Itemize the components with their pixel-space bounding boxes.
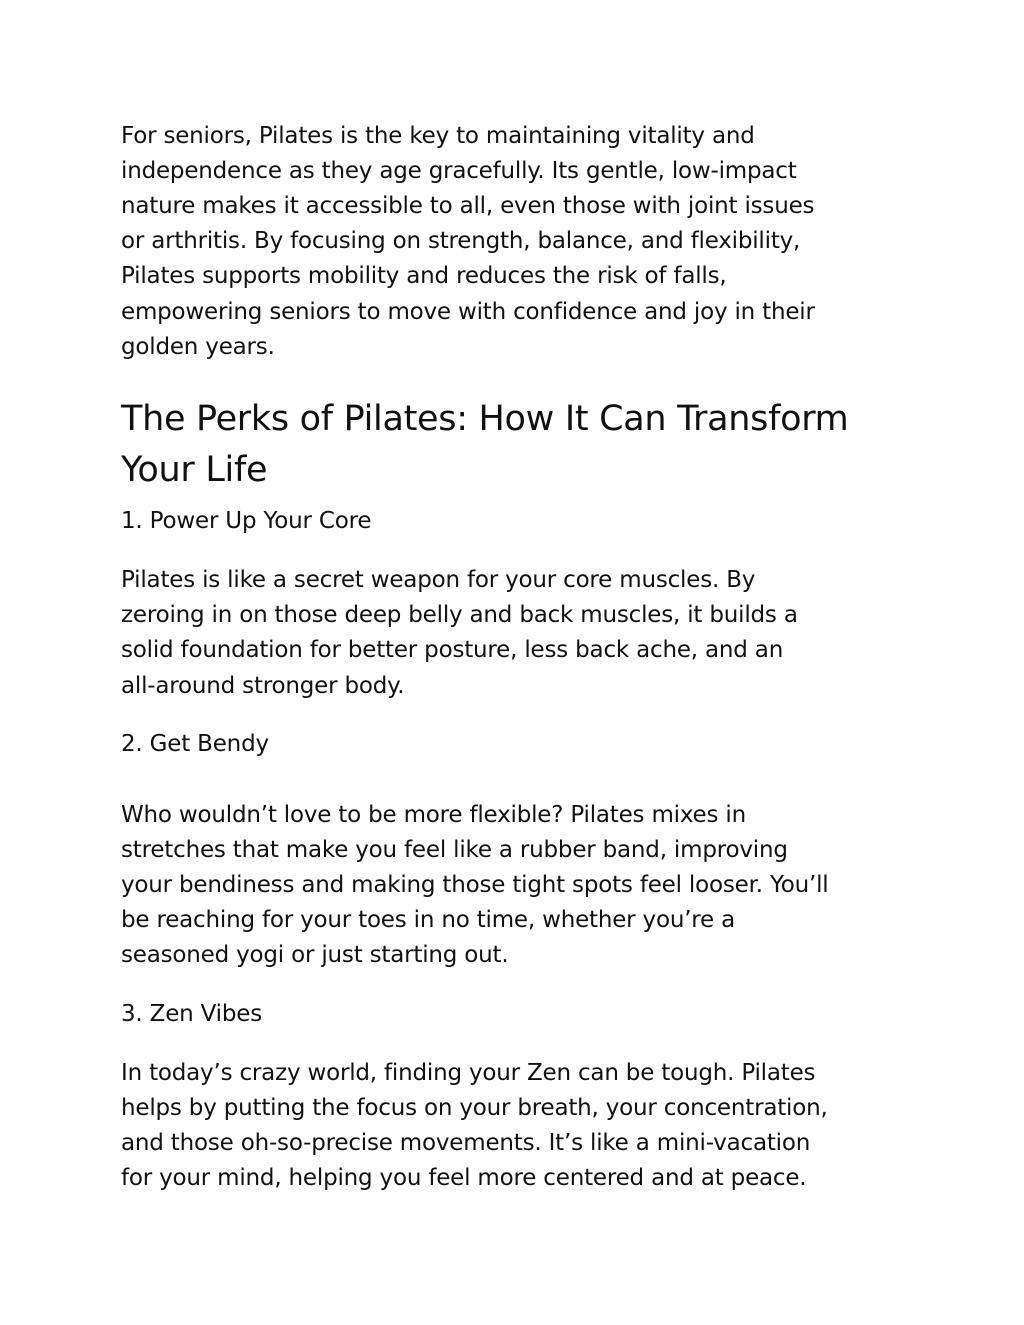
perk-line: solid foundation for better posture, less back ache, and an: [121, 637, 784, 663]
perk-line: for your mind, helping you feel more centered and at peace.: [121, 1165, 807, 1191]
intro-line: nature makes it accessible to all, even those with joint issues: [121, 193, 815, 219]
intro-line: Pilates supports mobility and reduces the risk of falls,: [121, 263, 727, 289]
perk-line: In today’s crazy world, finding your Zen can be tough. Pilates: [121, 1060, 816, 1086]
perk-line: all-around stronger body.: [121, 673, 405, 699]
perk-line: your bendiness and making those tight spots feel looser. You’ll: [121, 872, 829, 898]
perk-title: 2. Get Bendy: [121, 731, 269, 757]
perk-title: 3. Zen Vibes: [121, 1001, 263, 1027]
intro-line: golden years.: [121, 334, 275, 360]
intro-line: For seniors, Pilates is the key to maintaining vitality and: [121, 123, 755, 149]
perk-line: be reaching for your toes in no time, whether you’re a: [121, 907, 736, 933]
perk-title: 1. Power Up Your Core: [121, 508, 372, 534]
perk-line: Who wouldn’t love to be more flexible? Pilates mixes in: [121, 802, 746, 828]
perk-line: helps by putting the focus on your breath, your concentration,: [121, 1095, 828, 1121]
perk-line: Pilates is like a secret weapon for your core muscles. By: [121, 567, 756, 593]
intro-line: empowering seniors to move with confidence and joy in their: [121, 299, 815, 325]
perk-line: and those oh-so-precise movements. It’s like a mini-vacation: [121, 1130, 811, 1156]
perk-line: zeroing in on those deep belly and back muscles, it builds a: [121, 602, 798, 628]
perk-line: seasoned yogi or just starting out.: [121, 942, 509, 968]
intro-line: or arthritis. By focusing on strength, balance, and flexibility,: [121, 228, 801, 254]
section-heading-line: The Perks of Pilates: How It Can Transform: [121, 399, 849, 439]
intro-line: independence as they age gracefully. Its gentle, low-impact: [121, 158, 797, 184]
section-heading-line: Your Life: [121, 450, 268, 490]
perk-line: stretches that make you feel like a rubber band, improving: [121, 837, 788, 863]
